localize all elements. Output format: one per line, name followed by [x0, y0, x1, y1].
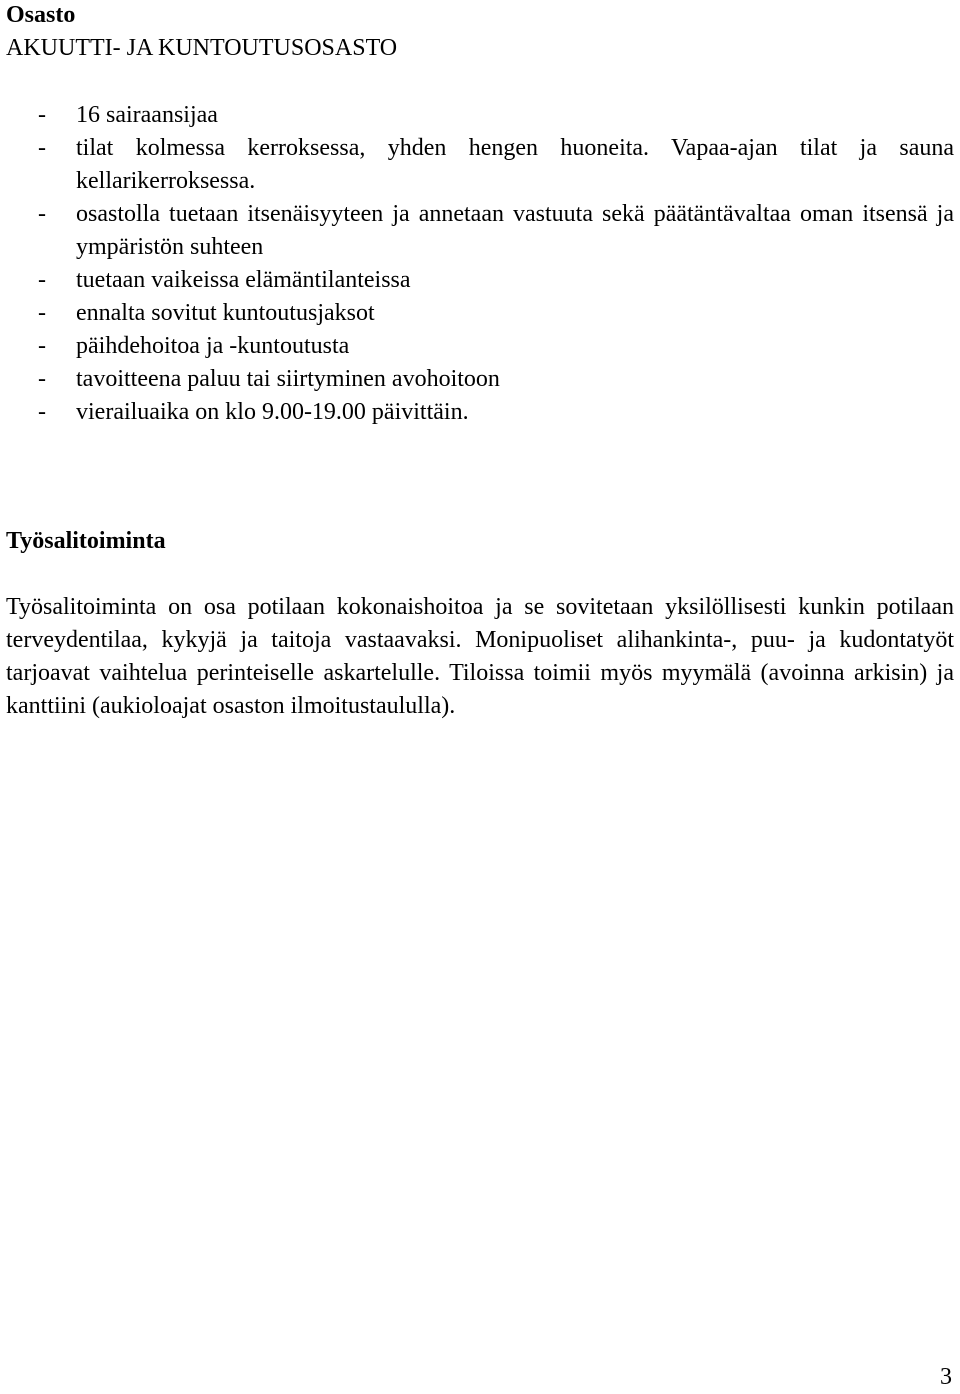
unit-heading: Osasto: [6, 2, 76, 28]
page-number: 3: [940, 1364, 952, 1390]
bullet-dash: -: [38, 333, 46, 359]
bullet-dash: -: [38, 102, 46, 128]
list-item: [6, 396, 954, 429]
bullet-dash: -: [38, 300, 46, 326]
bullet-dash: -: [38, 135, 46, 161]
list-item-text: osastolla tuetaan itsenäisyyteen ja annetaan vastuuta sekä päätäntävaltaa oman itsensä ja ympäristön suhteen: [76, 201, 954, 260]
list-item: [6, 363, 954, 396]
list-item: [6, 198, 954, 264]
bullet-dash: -: [38, 366, 46, 392]
list-item: [6, 264, 954, 297]
list-item: [6, 132, 954, 198]
document-page: [6, 0, 954, 723]
work-section-paragraph: Työsalitoiminta on osa potilaan kokonaishoitoa ja se sovitetaan yksilöllisesti kunkin potilaan terveydentilaa, kykyjä ja taitoja vastaavaksi. Monipuoliset alihankinta-, puu- ja kudontatyöt tarjoavat vaihtelua perinteiselle askartelulle. Tiloissa toimii myös myymälä (avoinna arkisin) ja kanttiini (aukioloajat osaston ilmoitustaululla).: [6, 594, 954, 719]
bullet-dash: -: [38, 399, 46, 425]
list-item-text: tilat kolmessa kerroksessa, yhden hengen huoneita. Vapaa-ajan tilat ja sauna kellarikerroksessa.: [76, 135, 954, 194]
list-item-text: päihdehoitoa ja -kuntoutusta: [76, 333, 350, 359]
list-item: [6, 297, 954, 330]
work-section-heading: Työsalitoiminta: [6, 528, 166, 554]
list-item-text: tuetaan vaikeissa elämäntilanteissa: [76, 267, 411, 293]
list-item-text: 16 sairaansijaa: [76, 102, 218, 128]
unit-title: AKUUTTI- JA KUNTOUTUSOSASTO: [6, 35, 398, 61]
bullet-dash: -: [38, 201, 46, 227]
list-item-text: vierailuaika on klo 9.00-19.00 päivittäin.: [76, 399, 469, 425]
list-item: [6, 99, 954, 132]
list-item-text: ennalta sovitut kuntoutusjaksot: [76, 300, 375, 326]
unit-features-list: [6, 99, 954, 429]
list-item: [6, 330, 954, 363]
list-item-text: tavoitteena paluu tai siirtyminen avohoitoon: [76, 366, 500, 392]
bullet-dash: -: [38, 267, 46, 293]
